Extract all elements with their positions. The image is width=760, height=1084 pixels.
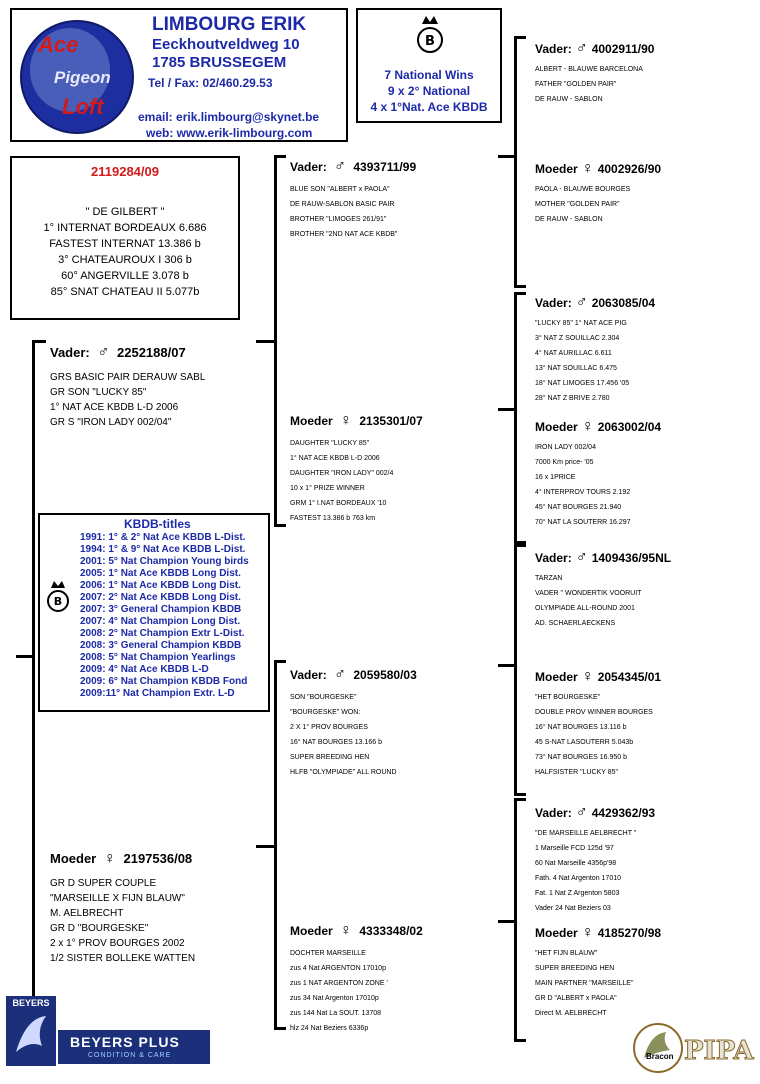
sire-sire-line: BROTHER "2ND NAT ACE KBDB" <box>290 231 398 238</box>
dam-ring: 2197536/08 <box>123 851 193 866</box>
kbdb-title-item: 2009:11° Nat Champion Extr. L-D <box>80 688 235 699</box>
gen3-line: 70° NAT LA SOUTERR 16.297 <box>535 519 631 526</box>
gen3-line: 45° NAT BOURGES 21.940 <box>535 504 622 511</box>
female-symbol-icon: ♀ <box>340 922 353 939</box>
gen3-line: SUPER BREEDING HEN <box>535 965 615 972</box>
kbdb-title-item: 2008: 2° Nat Champion Extr L-Dist. <box>80 628 245 639</box>
kbdb-emblem-small-icon <box>44 579 72 618</box>
gen3-role: Vader: <box>535 551 572 565</box>
gen3-line: Vader 24 Nat Beziers 03 <box>535 905 611 912</box>
gen3-line: 3° NAT Z SOUILLAC 2.304 <box>535 335 620 342</box>
sire-sire-line: BROTHER "LIMOGES 261/91" <box>290 216 387 223</box>
sire-dam-line: DAUGHTER "IRON LADY" 002/4 <box>290 470 394 477</box>
gen3-line: FATHER "GOLDEN PAIR" <box>535 81 617 88</box>
beyers-pigeon-icon <box>12 1012 50 1058</box>
female-symbol-icon: ♀ <box>103 850 116 867</box>
male-symbol-icon: ♂ <box>575 804 588 821</box>
gen3-ring: 1409436/95NL <box>591 551 672 565</box>
gen3-ring: 2063085/04 <box>591 296 656 310</box>
logo-letter-ace: Ace <box>38 32 79 57</box>
kbdb-ace-national: 4 x 1°Nat. Ace KBDB <box>370 100 488 114</box>
subject-line: 3° CHATEAUROUX I 306 b <box>58 254 192 266</box>
sire-role: Vader: <box>50 345 90 360</box>
dam-dam-line: zus 144 Nat La SOUT. 13708 <box>290 1010 382 1017</box>
dam-line: 2 x 1° PROV BOURGES 2002 <box>50 938 185 949</box>
gen3-role: Moeder <box>535 162 578 176</box>
sire-dam-details <box>290 436 505 526</box>
subject-line: 60° ANGERVILLE 3.078 b <box>61 270 189 282</box>
male-symbol-icon: ♂ <box>575 40 588 57</box>
female-symbol-icon: ♀ <box>581 418 594 435</box>
sire-sire-header <box>290 158 505 176</box>
dam-sire-line: 16° NAT BOURGES 13.166 b <box>290 739 383 746</box>
dam-details <box>50 876 260 966</box>
dam-card <box>50 850 260 966</box>
kbdb-titles-list <box>80 532 249 700</box>
gen3-role: Vader: <box>535 806 572 820</box>
sire-dam-line: GRM 1° I.NAT BORDEAUX '10 <box>290 500 387 507</box>
male-symbol-icon: ♂ <box>575 549 588 566</box>
gen3-role: Moeder <box>535 670 578 684</box>
gen3-line: OLYMPIADE ALL-ROUND 2001 <box>535 605 635 612</box>
sire-ring: 2252188/07 <box>117 345 186 360</box>
logo-letter-loft: Loft <box>62 94 104 119</box>
sire-dam-card <box>290 412 505 526</box>
gen3-line: VADER " WONDERTIK VOORUIT <box>535 590 642 597</box>
gen3-line: 60 Nat Marseille 4356p'98 <box>535 860 617 867</box>
gen3-line: "HET BOURGESKE" <box>535 694 601 701</box>
gen3-line: GR D "ALBERT x PAOLA" <box>535 995 617 1002</box>
gen3-ring: 4002926/90 <box>597 162 662 176</box>
sire-sire-line: DE RAUW-SABLON BASIC PAIR <box>290 201 395 208</box>
kbdb-title-item: 2001: 5° Nat Champion Young birds <box>80 556 249 567</box>
sire-header <box>50 344 260 362</box>
gen3-line: 13° NAT SOUILLAC 6.475 <box>535 365 617 372</box>
gen3-line: DOUBLE PROV WINNER BOURGES <box>535 709 653 716</box>
gen3-card-1 <box>535 40 755 107</box>
dam-line: 1/2 SISTER BOLLEKE WATTEN <box>50 953 196 964</box>
kbdb-emblem-icon <box>414 14 446 59</box>
gen3-card-2 <box>535 160 755 227</box>
dam-dam-header <box>290 922 505 940</box>
gen3-role: Moeder <box>535 420 578 434</box>
female-symbol-icon: ♀ <box>581 668 594 685</box>
header-box <box>10 8 348 142</box>
gen3-line: Direct M. AELBRECHT <box>535 1010 607 1017</box>
gen3-card-5 <box>535 549 755 631</box>
gen3-line: "HET FIJN BLAUW" <box>535 950 598 957</box>
gen3-line: Fat. 1 Nat Z Argenton 5803 <box>535 890 620 897</box>
gen3-line: 4° NAT AURILLAC 6.611 <box>535 350 612 357</box>
subject-performance-list <box>12 204 238 300</box>
beyers-plus-subtitle: CONDITION & CARE <box>88 1052 172 1059</box>
ace-pigeon-loft-logo <box>18 18 136 136</box>
gen3-line: IRON LADY 002/04 <box>535 444 596 451</box>
kbdb-titles-heading: KBDB-titles <box>124 517 191 531</box>
pipa-small-text: Bracon <box>646 1052 674 1061</box>
male-symbol-icon: ♂ <box>575 294 588 311</box>
breeder-city: 1785 BRUSSEGEM <box>152 54 287 71</box>
beyers-plus-banner <box>58 1030 210 1064</box>
subject-line: FASTEST INTERNAT 13.386 b <box>49 238 201 250</box>
sire-sire-ring: 4393711/99 <box>353 160 417 174</box>
breeder-email[interactable]: email: erik.limbourg@skynet.be <box>138 110 320 124</box>
kbdb-second-national: 9 x 2° National <box>387 84 471 98</box>
gen3-line: MAIN PARTNER "MARSEILLE" <box>535 980 634 987</box>
gen3-ring: 4429362/93 <box>591 806 656 820</box>
gen3-line: MOTHER "GOLDEN PAIR" <box>535 201 620 208</box>
subject-line: 85° SNAT CHATEAU II 5.077b <box>50 286 200 298</box>
dam-dam-line: zus 34 Nat Argenton 17010p <box>290 995 379 1002</box>
gen3-role: Moeder <box>535 926 578 940</box>
svg-text:B: B <box>425 34 435 49</box>
subject-ring-number: 2119284/09 <box>91 164 159 179</box>
gen3-line: 18° NAT LIMOGES 17.456 '05 <box>535 380 630 387</box>
sire-dam-header <box>290 412 505 430</box>
female-symbol-icon: ♀ <box>581 924 594 941</box>
gen3-line: 1 Marseille FCD 125d '97 <box>535 845 614 852</box>
gen3-line: 7000 Km price- '05 <box>535 459 594 466</box>
dam-line: M. AELBRECHT <box>50 908 124 919</box>
kbdb-national-wins: 7 National Wins <box>384 68 474 82</box>
sire-dam-ring: 2135301/07 <box>359 414 423 428</box>
dam-dam-line: zus 1 NAT ARGENTON ZONE ' <box>290 980 388 987</box>
female-symbol-icon: ♀ <box>581 160 594 177</box>
dam-sire-role: Vader: <box>290 668 327 682</box>
kbdb-title-item: 2006: 1° Nat Ace KBDB Long Dist. <box>80 580 241 591</box>
gen3-line: 16 x 1PRICE <box>535 474 576 481</box>
dam-role: Moeder <box>50 851 97 866</box>
breeder-name: LIMBOURG ERIK <box>152 14 307 35</box>
sire-line: GRS BASIC PAIR DERAUW SABL <box>50 372 206 383</box>
kbdb-title-item: 2009: 6° Nat Champion KBDB Fond <box>80 676 248 687</box>
kbdb-title-item: 2007: 3° General Champion KBDB <box>80 604 242 615</box>
dam-sire-line: "BOURGESKE" WON: <box>290 709 361 716</box>
gen3-line: DE RAUW - SABLON <box>535 96 603 103</box>
gen3-line: DE RAUW - SABLON <box>535 216 603 223</box>
gen3-line: HALFSISTER "LUCKY 85" <box>535 769 619 776</box>
gen3-line: Fath. 4 Nat Argenton 17010 <box>535 875 622 882</box>
gen3-card-8 <box>535 924 755 1021</box>
sire-dam-line: DAUGHTER "LUCKY 85" <box>290 440 370 447</box>
sire-sire-line: BLUE SON "ALBERT x PAOLA" <box>290 186 390 193</box>
gen3-card-6 <box>535 668 755 780</box>
dam-sire-line: 2 X 1° PROV BOURGES <box>290 724 368 731</box>
dam-sire-details <box>290 690 505 780</box>
gen3-line: 16° NAT BOURGES 13.116 b <box>535 724 627 731</box>
pipa-text: PIPA <box>684 1036 754 1066</box>
dam-sire-header <box>290 666 505 684</box>
gen3-line: "LUCKY 85" 1° NAT ACE PIG <box>535 320 627 327</box>
dam-sire-line: SUPER BREEDING HEN <box>290 754 370 761</box>
dam-line: "MARSEILLE X FIJN BLAUW" <box>50 893 185 904</box>
kbdb-title-item: 1991: 1° & 2° Nat Ace KBDB L-Dist. <box>80 532 246 543</box>
dam-sire-ring: 2059580/03 <box>353 668 417 682</box>
gen3-line: 4° INTERPROV TOURS 2.192 <box>535 489 631 496</box>
beyers-plus-title: BEYERS PLUS <box>70 1034 180 1050</box>
subject-line: 1° INTERNAT BORDEAUX 6.686 <box>43 222 207 234</box>
dam-dam-ring: 4333348/02 <box>359 924 423 938</box>
logo-letter-pigeon: Pigeon <box>54 68 111 87</box>
sire-line: 1° NAT ACE KBDB L-D 2006 <box>50 402 179 413</box>
sire-sire-details <box>290 182 505 242</box>
pipa-logo <box>632 1018 756 1080</box>
gen3-ring: 4002911/90 <box>591 42 655 56</box>
kbdb-summary-box <box>356 8 502 123</box>
kbdb-title-item: 2008: 5° Nat Champion Yearlings <box>80 652 236 663</box>
breeder-street: Eeckhoutveldweg 10 <box>152 36 300 53</box>
dam-dam-line: DOCHTER MARSEILLE <box>290 950 366 957</box>
kbdb-titles-box <box>38 513 270 712</box>
male-symbol-icon: ♂ <box>334 666 347 683</box>
dam-line: GR D SUPER COUPLE <box>50 878 157 889</box>
kbdb-title-item: 1994: 1° & 9° Nat Ace KBDB L-Dist. <box>80 544 246 555</box>
gen3-ring: 2063002/04 <box>597 420 662 434</box>
gen3-line: AD. SCHAERLAECKENS <box>535 620 616 627</box>
gen3-role: Vader: <box>535 42 572 56</box>
breeder-phone: Tel / Fax: 02/460.29.53 <box>148 76 273 90</box>
sire-dam-line: 1° NAT ACE KBDB L-D 2006 <box>290 455 380 462</box>
gen3-line: "DE MARSEILLE AELBRECHT " <box>535 830 637 837</box>
gen3-line: 73° NAT BOURGES 16.950 b <box>535 754 628 761</box>
sire-sire-role: Vader: <box>290 160 327 174</box>
gen3-line: 28° NAT Z BRIVE 2.780 <box>535 395 610 402</box>
dam-dam-line: zus 4 Nat ARGENTON 17010p <box>290 965 386 972</box>
sire-dam-role: Moeder <box>290 414 333 428</box>
gen3-card-3 <box>535 294 755 406</box>
pigeon-icon <box>632 1018 684 1078</box>
kbdb-title-item: 2008: 3° General Champion KBDB <box>80 640 242 651</box>
sire-sire-card <box>290 158 505 242</box>
gen3-line: 45 S-NAT LASOUTERR 5.043b <box>535 739 634 746</box>
subject-pigeon-box <box>10 156 240 320</box>
sire-line: GR S "IRON LADY 002/04" <box>50 417 172 428</box>
dam-dam-line: hlz 24 Nat Beziers 6336p <box>290 1025 369 1032</box>
dam-line: GR D "BOURGESKE" <box>50 923 149 934</box>
dam-sire-line: SON "BOURGESKE" <box>290 694 357 701</box>
kbdb-title-item: 2007: 4° Nat Champion Long Dist. <box>80 616 241 627</box>
kbdb-title-item: 2009: 4° Nat Ace KBDB L-D <box>80 664 209 675</box>
female-symbol-icon: ♀ <box>340 412 353 429</box>
sire-line: GR SON "LUCKY 85" <box>50 387 147 398</box>
beyers-logo-text: BEYERS <box>12 998 50 1008</box>
gen3-line: TARZAN <box>535 575 563 582</box>
gen3-role: Vader: <box>535 296 572 310</box>
male-symbol-icon: ♂ <box>334 158 347 175</box>
kbdb-title-item: 2005: 1° Nat Ace KBDB Long Dist. <box>80 568 241 579</box>
beyers-logo <box>6 996 56 1066</box>
gen3-ring: 4185270/98 <box>597 926 662 940</box>
dam-dam-details <box>290 946 505 1036</box>
sire-card <box>50 344 260 430</box>
gen3-card-7 <box>535 804 755 916</box>
gen3-line: ALBERT - BLAUWE BARCELONA <box>535 66 643 73</box>
gen3-card-4 <box>535 418 755 530</box>
dam-dam-card <box>290 922 505 1036</box>
sire-details <box>50 370 260 430</box>
gen3-ring: 2054345/01 <box>597 670 662 684</box>
svg-text:B: B <box>53 595 63 608</box>
dam-dam-role: Moeder <box>290 924 333 938</box>
sire-dam-line: FASTEST 13.386 b 763 km <box>290 515 376 522</box>
gen3-line: PAOLA - BLAUWE BOURGES <box>535 186 631 193</box>
breeder-website[interactable]: web: www.erik-limbourg.com <box>146 126 313 140</box>
dam-sire-card <box>290 666 505 780</box>
subject-line: " DE GILBERT " <box>85 206 165 218</box>
male-symbol-icon: ♂ <box>97 344 110 361</box>
kbdb-title-item: 2007: 2° Nat Ace KBDB Long Dist. <box>80 592 241 603</box>
dam-sire-line: HLFB "OLYMPIADE" ALL ROUND <box>290 769 397 776</box>
sire-dam-line: 10 x 1° PRIZE WINNER <box>290 485 365 492</box>
dam-header <box>50 850 260 868</box>
